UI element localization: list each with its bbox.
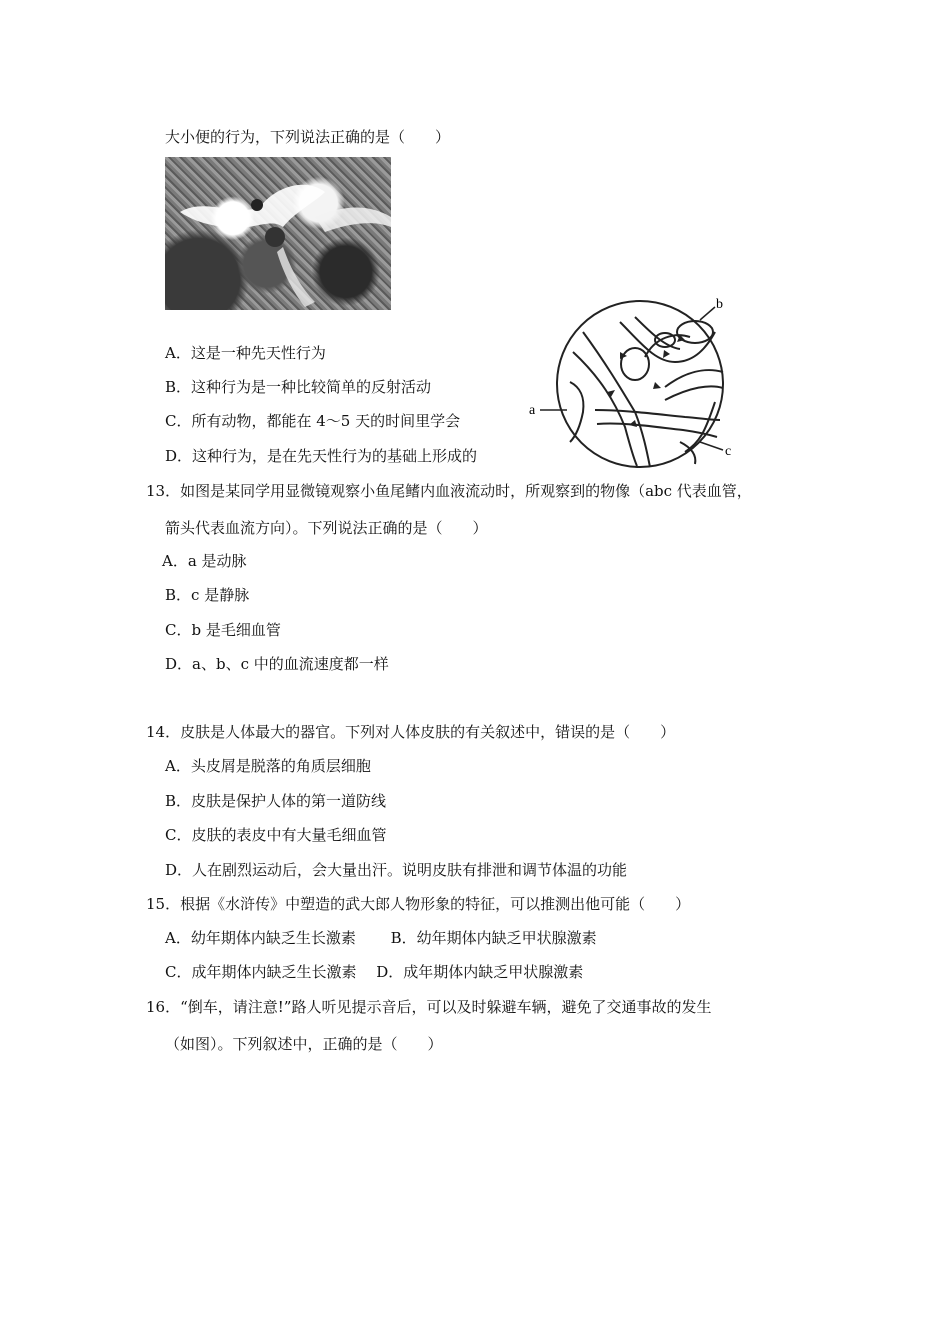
q13-option-b: B．c 是静脉: [165, 586, 250, 604]
q15-options-row2: C．成年期体内缺乏生长激素 D．成年期体内缺乏甲状腺激素: [165, 963, 584, 981]
q12-option-c: C．所有动物，都能在 4～5 天的时间里学会: [165, 412, 461, 430]
q12-option-b: B．这种行为是一种比较简单的反射活动: [165, 378, 432, 396]
q13-option-d: D．a、b、c 中的血流速度都一样: [165, 655, 389, 673]
q14-option-c: C．皮肤的表皮中有大量毛细血管: [165, 826, 387, 844]
q15-options-row1: A．幼年期体内缺乏生长激素 B．幼年期体内缺乏甲状腺激素: [165, 929, 597, 947]
label-b-leader: [700, 307, 715, 320]
q14-stem: 14．皮肤是人体最大的器官。下列对人体皮肤的有关叙述中，错误的是（ ）: [146, 723, 676, 741]
q12-option-a: A．这是一种先天性行为: [165, 344, 326, 362]
q12-stem-tail: 大小便的行为，下列说法正确的是（ ）: [165, 128, 451, 146]
label-c-leader: [700, 442, 723, 450]
q14-option-a: A．头皮屑是脱落的角质层细胞: [165, 757, 371, 775]
microscope-field-circle: [557, 301, 723, 467]
q16-stem-line1: 16．“倒车，请注意!”路人听见提示音后，可以及时躲避车辆，避免了交通事故的发生: [146, 998, 712, 1016]
q16-stem-line2: （如图）。下列叙述中，正确的是（ ）: [165, 1035, 443, 1053]
q13-stem-line1: 13．如图是某同学用显微镜观察小鱼尾鳍内血液流动时，所观察到的物像（abc 代表血管，: [146, 482, 752, 500]
photo-highlights: [165, 157, 391, 310]
label-b: b: [716, 297, 723, 312]
label-c: c: [725, 444, 732, 459]
q13-option-a: A．a 是动脉: [162, 552, 247, 570]
q14-option-b: B．皮肤是保护人体的第一道防线: [165, 792, 387, 810]
animal-photo: [165, 157, 391, 310]
q13-option-c: C．b 是毛细血管: [165, 621, 281, 639]
vessel-branch-main: [583, 332, 650, 467]
q15-stem: 15．根据《水浒传》中塑造的武大郎人物形象的特征，可以推测出他可能（ ）: [146, 895, 691, 913]
blood-vessel-diagram: [525, 292, 745, 478]
q13-stem-line2: 箭头代表血流方向）。下列说法正确的是（ ）: [165, 519, 488, 537]
q12-option-d: D．这种行为，是在先天性行为的基础上形成的: [165, 447, 478, 465]
q14-option-d: D．人在剧烈运动后，会大量出汗。说明皮肤有排泄和调节体温的功能: [165, 861, 628, 879]
label-a: a: [529, 403, 536, 418]
